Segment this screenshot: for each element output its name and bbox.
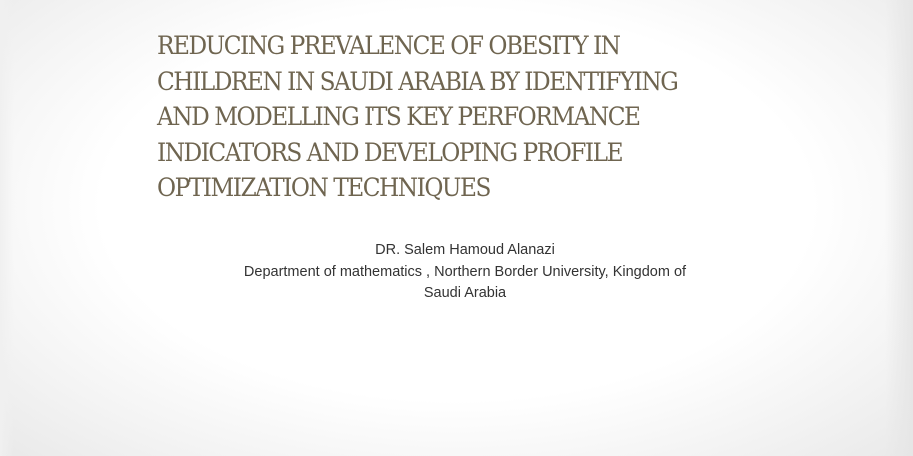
affiliation-line-1: Department of mathematics , Northern Border University, Kingdom of	[243, 263, 687, 280]
author-name: DR. Salem Hamoud Alanazi	[375, 242, 555, 258]
slide-title: REDUCING PREVALENCE OF OBESITY IN CHILDREN IN SAUDI ARABIA BY IDENTIFYING AND MODELLING ITS KEY PERFORMANCE INDICATORS AND DEVELOPING PROFILE OPTIMIZATION TECHNIQUES	[157, 31, 678, 202]
affiliation-line-2: Saudi Arabia	[423, 285, 507, 301]
slide-subtitle	[150, 240, 780, 305]
slide-right-shadow	[885, 0, 913, 456]
slide-left-shadow	[0, 0, 14, 456]
